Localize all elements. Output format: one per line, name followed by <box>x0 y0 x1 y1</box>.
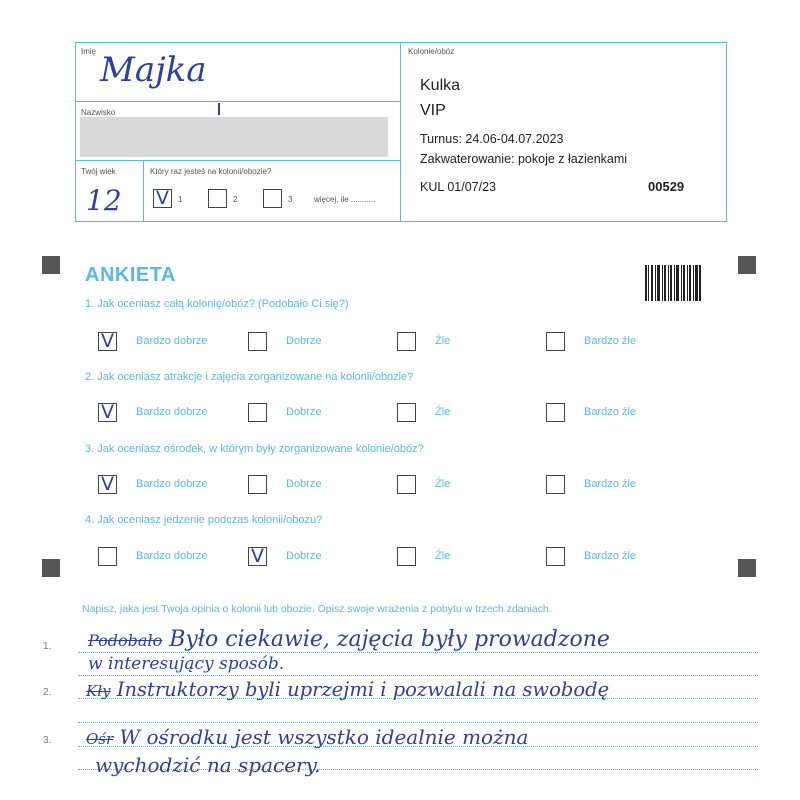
q1-option-bardzo-zle-checkbox[interactable] <box>546 332 565 351</box>
opinion-answer-line-1[interactable] <box>88 627 610 652</box>
q3-option-label: Bardzo źle <box>584 478 636 490</box>
answer-text: Instruktorzy byli uprzejmi i pozwalali na swobodę <box>116 678 610 701</box>
q2-option-dobrze-checkbox[interactable] <box>248 403 267 422</box>
times-label: Który raz jesteś na kolonii/obozie? <box>150 167 272 176</box>
q3-option-bardzo-dobrze-checkbox[interactable] <box>98 475 117 494</box>
times-checkbox-1[interactable] <box>153 189 172 208</box>
q1-option-bardzo-dobrze-checkbox[interactable] <box>98 332 117 351</box>
opinion-answer-line-1b[interactable]: w interesujący sposób. <box>88 654 285 674</box>
q2-option-label: Źle <box>435 406 451 418</box>
q1-option-dobrze-checkbox[interactable] <box>248 332 267 351</box>
camp-type: VIP <box>420 102 446 119</box>
line-number-1: 1. <box>43 641 52 652</box>
q2-option-zle-checkbox[interactable] <box>397 403 416 422</box>
age-label: Twój wiek <box>81 167 116 176</box>
writing-line <box>78 652 758 653</box>
checkmark-icon: V <box>101 473 114 495</box>
q1-option-zle-checkbox[interactable] <box>397 332 416 351</box>
q2-option-label: Bardzo dobrze <box>136 406 208 418</box>
accommodation: Zakwaterowanie: pokoje z łazienkami <box>420 152 628 166</box>
divider <box>75 101 400 102</box>
q4-option-label: Źle <box>435 550 451 562</box>
age-value[interactable]: 12 <box>86 184 122 217</box>
q3-option-dobrze-checkbox[interactable] <box>248 475 267 494</box>
turnus: Turnus: 24.06-04.07.2023 <box>420 132 564 146</box>
pen-stroke <box>218 103 220 115</box>
q3-option-bardzo-zle-checkbox[interactable] <box>546 475 565 494</box>
times-other[interactable]: więcej, ile ........... <box>314 195 376 204</box>
checkmark-icon: V <box>101 330 114 352</box>
answer-text: W ośrodku jest wszystko idealnie można <box>119 725 529 749</box>
crossed-out-word: Ośr <box>86 730 114 748</box>
q3-option-label: Źle <box>435 478 451 490</box>
q1-option-label: Źle <box>435 335 451 347</box>
q1-option-label: Bardzo źle <box>584 335 636 347</box>
surname-label: Nazwisko <box>81 108 116 117</box>
opinion-answer-line-2[interactable] <box>86 678 609 701</box>
q4-option-label: Dobrze <box>286 550 322 562</box>
divider <box>143 160 144 222</box>
form-number: 00529 <box>648 179 685 194</box>
q2-option-bardzo-zle-checkbox[interactable] <box>546 403 565 422</box>
name-label: Imię <box>81 47 97 56</box>
registration-marker <box>42 256 60 274</box>
camp-code: KUL 01/07/23 <box>420 180 496 194</box>
q4-option-zle-checkbox[interactable] <box>397 547 416 566</box>
name-value[interactable]: Majka <box>100 50 207 90</box>
crossed-out-word: Kły <box>86 682 111 700</box>
q3-option-label: Bardzo dobrze <box>136 478 208 490</box>
crossed-out-word: Podobało <box>88 631 163 650</box>
q4-option-dobrze-checkbox[interactable] <box>248 547 267 566</box>
q2-option-label: Dobrze <box>286 406 322 418</box>
divider <box>400 42 401 222</box>
question-3: 3. Jak oceniasz ośrodek, w którym były zorganizowane kolonie/obóz? <box>85 443 424 455</box>
q3-option-zle-checkbox[interactable] <box>397 475 416 494</box>
question-2: 2. Jak oceniasz atrakcje i zajęcia zorganizowane na kolonii/obozie? <box>85 371 414 383</box>
line-number-3: 3. <box>43 735 52 746</box>
question-4: 4. Jak oceniasz jedzenie podczas kolonii/obozu? <box>85 514 323 526</box>
answer-text: Było ciekawie, zajęcia były prowadzone <box>169 627 610 652</box>
checkmark-icon: V <box>156 187 169 209</box>
checkmark-icon: V <box>101 401 114 423</box>
writing-line <box>78 675 758 676</box>
times-option-1: 1 <box>178 195 183 204</box>
writing-line <box>78 722 758 723</box>
line-number-2: 2. <box>43 687 52 698</box>
q1-option-label: Bardzo dobrze <box>136 335 208 347</box>
q1-option-label: Dobrze <box>286 335 322 347</box>
times-option-2: 2 <box>233 195 238 204</box>
times-checkbox-3[interactable] <box>263 189 282 208</box>
q4-option-bardzo-dobrze-checkbox[interactable] <box>98 547 117 566</box>
opinion-answer-line-3[interactable] <box>86 725 528 749</box>
opinion-prompt: Napisz, jaka jest Twoja opinia o kolonii lub obozie. Opisz swoje wrażenia z pobytu w trzech zdaniach. <box>82 603 552 615</box>
registration-marker <box>738 559 756 577</box>
q4-option-label: Bardzo źle <box>584 550 636 562</box>
times-checkbox-2[interactable] <box>208 189 227 208</box>
q4-option-bardzo-zle-checkbox[interactable] <box>546 547 565 566</box>
surname-redacted <box>80 117 388 157</box>
camp-name: Kulka <box>420 77 461 94</box>
q2-option-label: Bardzo źle <box>584 406 636 418</box>
question-1: 1. Jak oceniasz całą kolonię/obóz? (Podobało Ci się?) <box>85 298 349 310</box>
barcode <box>645 265 701 301</box>
checkmark-icon: V <box>251 545 264 567</box>
registration-marker <box>738 256 756 274</box>
camp-label: Kolonie/obóz <box>408 47 455 56</box>
q2-option-bardzo-dobrze-checkbox[interactable] <box>98 403 117 422</box>
times-option-3: 3 <box>288 195 293 204</box>
opinion-answer-line-3b[interactable]: wychodzić na spacery. <box>95 753 321 777</box>
q3-option-label: Dobrze <box>286 478 322 490</box>
divider <box>75 160 400 161</box>
q4-option-label: Bardzo dobrze <box>136 550 208 562</box>
registration-marker <box>42 559 60 577</box>
survey-title: ANKIETA <box>85 264 176 286</box>
